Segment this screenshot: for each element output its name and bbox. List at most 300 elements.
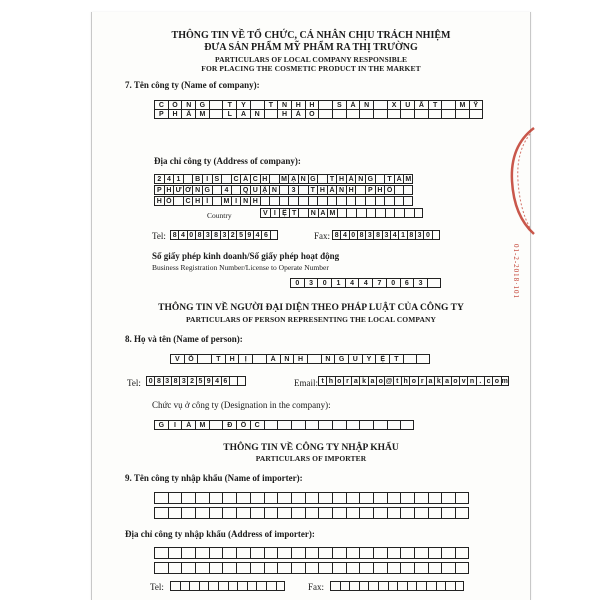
char-box[interactable] [441,109,455,119]
char-box[interactable] [414,562,428,574]
char-box[interactable]: t [393,376,401,386]
char-box[interactable] [336,196,346,206]
char-box[interactable] [427,278,441,288]
char-box[interactable] [414,492,428,504]
char-box[interactable] [428,492,442,504]
char-box[interactable] [373,562,387,574]
char-box[interactable]: Á [394,174,404,184]
company-address-row1[interactable] [154,174,413,184]
char-box[interactable] [288,196,298,206]
char-box[interactable] [236,562,250,574]
char-box[interactable]: 3 [163,376,171,386]
char-box[interactable] [181,492,195,504]
char-box[interactable]: H [346,185,356,195]
char-box[interactable] [359,581,369,591]
char-box[interactable]: H [375,185,385,195]
char-box[interactable] [373,547,387,559]
char-box[interactable] [368,581,378,591]
char-box[interactable] [346,208,356,218]
char-box[interactable] [260,196,270,206]
char-box[interactable]: À [327,185,337,195]
char-box[interactable] [264,547,278,559]
char-box[interactable] [359,492,373,504]
char-box[interactable]: N [181,100,195,110]
char-box[interactable]: 3 [288,185,298,195]
char-box[interactable] [209,420,223,430]
char-box[interactable]: H [277,109,291,119]
char-box[interactable]: 2 [154,174,164,184]
char-box[interactable] [365,196,375,206]
char-box[interactable]: X [387,100,401,110]
char-box[interactable] [222,507,236,519]
importer-fax[interactable] [330,581,464,591]
company-name-row2[interactable] [154,109,483,119]
char-box[interactable]: N [192,185,202,195]
char-box[interactable]: 3 [382,230,390,240]
char-box[interactable] [332,507,346,519]
char-box[interactable] [276,581,286,591]
char-box[interactable] [307,354,321,364]
char-box[interactable] [154,562,168,574]
char-box[interactable] [279,185,289,195]
char-box[interactable] [414,208,424,218]
company-fax[interactable] [332,230,440,240]
char-box[interactable]: 4 [345,278,359,288]
char-box[interactable]: Õ [184,354,198,364]
char-box[interactable]: N [250,109,264,119]
char-box[interactable]: C [250,174,260,184]
char-box[interactable] [373,420,387,430]
char-box[interactable]: 4 [358,278,372,288]
char-box[interactable] [400,492,414,504]
char-box[interactable] [168,547,182,559]
char-box[interactable] [168,507,182,519]
char-box[interactable]: 8 [171,376,179,386]
char-box[interactable] [407,581,417,591]
char-box[interactable] [426,581,436,591]
char-box[interactable] [378,581,388,591]
char-box[interactable] [195,507,209,519]
char-box[interactable]: H [336,174,346,184]
person-name[interactable] [170,354,430,364]
char-box[interactable]: Ố [236,420,250,430]
char-box[interactable] [394,208,404,218]
char-box[interactable]: Á [240,174,250,184]
char-box[interactable] [168,562,182,574]
char-box[interactable]: Ả [291,109,305,119]
char-box[interactable] [394,196,404,206]
country-row[interactable] [260,208,423,218]
char-box[interactable] [346,420,360,430]
char-box[interactable] [298,185,308,195]
char-box[interactable] [197,354,211,364]
char-box[interactable]: 2 [187,376,195,386]
char-box[interactable]: H [317,185,327,195]
char-box[interactable] [428,507,442,519]
char-box[interactable] [441,562,455,574]
char-box[interactable]: 8 [195,230,203,240]
char-box[interactable] [305,492,319,504]
char-box[interactable] [332,547,346,559]
char-box[interactable]: 0 [317,278,331,288]
char-box[interactable]: A [318,208,328,218]
char-box[interactable]: Ậ [260,185,270,195]
char-box[interactable] [291,420,305,430]
char-box[interactable]: T [222,100,236,110]
char-box[interactable] [318,547,332,559]
char-box[interactable]: Ệ [279,208,289,218]
person-tel[interactable] [146,376,246,386]
char-box[interactable] [387,547,401,559]
char-box[interactable] [250,492,264,504]
char-box[interactable] [209,547,223,559]
char-box[interactable] [400,507,414,519]
char-box[interactable]: 4 [212,376,220,386]
char-box[interactable]: c [484,376,492,386]
char-box[interactable] [264,507,278,519]
char-box[interactable]: 3 [415,230,423,240]
char-box[interactable]: I [168,420,182,430]
char-box[interactable] [346,562,360,574]
char-box[interactable]: 6 [221,376,229,386]
char-box[interactable]: T [264,100,278,110]
char-box[interactable]: 4 [221,185,231,195]
char-box[interactable]: S [332,100,346,110]
char-box[interactable]: n [467,376,475,386]
char-box[interactable]: 3 [365,230,373,240]
char-box[interactable]: Á [346,174,356,184]
char-box[interactable] [387,492,401,504]
char-box[interactable]: H [250,196,260,206]
char-box[interactable] [277,547,291,559]
char-box[interactable]: 5 [236,230,244,240]
char-box[interactable]: U [250,185,260,195]
char-box[interactable]: . [476,376,484,386]
char-box[interactable] [247,581,257,591]
char-box[interactable] [403,196,413,206]
char-box[interactable] [340,581,350,591]
char-box[interactable] [291,547,305,559]
char-box[interactable] [277,492,291,504]
char-box[interactable]: Q [240,185,250,195]
char-box[interactable] [277,420,291,430]
char-box[interactable] [359,420,373,430]
char-box[interactable]: 6 [261,230,269,240]
char-box[interactable]: 8 [373,230,381,240]
char-box[interactable]: H [225,354,239,364]
char-box[interactable]: Ả [346,100,360,110]
char-box[interactable]: 8 [170,230,178,240]
char-box[interactable] [359,547,373,559]
char-box[interactable] [469,109,483,119]
char-box[interactable]: H [168,109,182,119]
char-box[interactable]: 0 [187,230,195,240]
char-box[interactable]: a [426,376,434,386]
char-box[interactable]: G [202,185,212,195]
char-box[interactable]: 7 [372,278,386,288]
char-box[interactable]: M [279,174,289,184]
char-box[interactable]: 1 [398,230,406,240]
char-box[interactable]: 8 [332,230,340,240]
char-box[interactable]: 0 [146,376,154,386]
char-box[interactable]: A [236,109,250,119]
char-box[interactable]: Ỹ [469,100,483,110]
char-box[interactable] [441,492,455,504]
char-box[interactable]: 3 [179,376,187,386]
char-box[interactable] [387,507,401,519]
char-box[interactable] [355,196,365,206]
char-box[interactable]: Ẩ [181,109,195,119]
importer-address-row1[interactable] [154,547,469,559]
person-email[interactable] [318,376,509,386]
char-box[interactable] [195,492,209,504]
company-address-row2[interactable] [154,185,413,195]
company-tel[interactable] [170,230,278,240]
char-box[interactable] [346,547,360,559]
char-box[interactable]: Y [236,100,250,110]
char-box[interactable]: U [348,354,362,364]
char-box[interactable]: 9 [204,376,212,386]
char-box[interactable] [298,196,308,206]
char-box[interactable] [327,196,337,206]
char-box[interactable]: N [355,174,365,184]
char-box[interactable] [414,109,428,119]
char-box[interactable]: Đ [222,420,236,430]
char-box[interactable]: H [260,174,270,184]
char-box[interactable]: 0 [290,278,304,288]
char-box[interactable] [250,562,264,574]
char-box[interactable]: 1 [331,278,345,288]
char-box[interactable] [199,581,209,591]
char-box[interactable]: 5 [196,376,204,386]
char-box[interactable] [445,581,455,591]
char-box[interactable] [373,109,387,119]
char-box[interactable]: N [240,196,250,206]
char-box[interactable] [385,208,395,218]
char-box[interactable] [414,507,428,519]
char-box[interactable]: 8 [407,230,415,240]
char-box[interactable]: h [401,376,409,386]
char-box[interactable]: h [326,376,334,386]
char-box[interactable]: H [293,354,307,364]
char-box[interactable] [337,208,347,218]
char-box[interactable]: Ạ [288,174,298,184]
char-box[interactable] [346,109,360,119]
char-box[interactable] [428,109,442,119]
char-box[interactable] [359,507,373,519]
char-box[interactable] [154,492,168,504]
char-box[interactable] [332,109,346,119]
char-box[interactable] [264,492,278,504]
char-box[interactable]: M [195,109,209,119]
char-box[interactable] [432,230,440,240]
char-box[interactable] [218,581,228,591]
char-box[interactable]: 4 [178,230,186,240]
char-box[interactable]: T [308,185,318,195]
char-box[interactable] [403,185,413,195]
char-box[interactable]: H [192,196,202,206]
char-box[interactable] [279,196,289,206]
char-box[interactable]: o [409,376,417,386]
char-box[interactable]: a [442,376,450,386]
char-box[interactable]: Ô [168,100,182,110]
char-box[interactable]: U [400,100,414,110]
importer-name-row1[interactable] [154,492,469,504]
char-box[interactable] [209,507,223,519]
char-box[interactable]: N [308,208,318,218]
char-box[interactable] [229,376,237,386]
char-box[interactable]: C [183,196,193,206]
char-box[interactable] [237,581,247,591]
char-box[interactable] [305,507,319,519]
char-box[interactable] [305,420,319,430]
char-box[interactable]: L [222,109,236,119]
char-box[interactable]: m [501,378,508,385]
char-box[interactable] [209,562,223,574]
char-box[interactable] [317,196,327,206]
char-box[interactable]: Ờ [183,185,193,195]
char-box[interactable]: T [384,174,394,184]
char-box[interactable]: N [321,354,335,364]
char-box[interactable] [455,109,469,119]
designation[interactable] [154,420,414,430]
char-box[interactable]: o [492,376,500,386]
char-box[interactable] [318,109,332,119]
char-box[interactable]: I [202,174,212,184]
char-box[interactable] [180,581,190,591]
char-box[interactable]: T [428,100,442,110]
char-box[interactable]: N [298,174,308,184]
char-box[interactable]: T [289,208,299,218]
char-box[interactable] [270,230,278,240]
char-box[interactable]: O [305,109,319,119]
char-box[interactable] [359,109,373,119]
char-box[interactable] [455,507,469,519]
char-box[interactable]: 0 [349,230,357,240]
char-box[interactable] [366,208,376,218]
char-box[interactable]: Ư [173,185,183,195]
char-box[interactable] [291,562,305,574]
char-box[interactable] [236,547,250,559]
char-box[interactable] [305,547,319,559]
char-box[interactable] [317,174,327,184]
char-box[interactable] [308,196,318,206]
importer-address-row2[interactable] [154,562,469,574]
char-box[interactable] [212,196,222,206]
char-box[interactable]: 3 [304,278,318,288]
char-box[interactable]: G [195,100,209,110]
char-box[interactable] [436,581,446,591]
char-box[interactable]: B [192,174,202,184]
license-number[interactable] [290,278,441,288]
char-box[interactable] [222,547,236,559]
char-box[interactable] [181,562,195,574]
char-box[interactable] [394,185,404,195]
char-box[interactable]: o [451,376,459,386]
char-box[interactable]: 2 [228,230,236,240]
char-box[interactable] [208,581,218,591]
char-box[interactable]: T [327,174,337,184]
char-box[interactable]: M [327,208,337,218]
char-box[interactable]: V [170,354,184,364]
char-box[interactable]: a [351,376,359,386]
char-box[interactable]: T [389,354,403,364]
char-box[interactable]: o [335,376,343,386]
char-box[interactable] [154,507,168,519]
char-box[interactable]: C [231,174,241,184]
char-box[interactable]: M [405,176,412,183]
char-box[interactable] [237,376,245,386]
char-box[interactable]: H [305,100,319,110]
char-box[interactable]: T [211,354,225,364]
char-box[interactable] [266,581,276,591]
char-box[interactable] [416,354,430,364]
char-box[interactable]: 0 [386,278,400,288]
char-box[interactable]: C [154,100,168,110]
char-box[interactable] [209,109,223,119]
char-box[interactable] [373,507,387,519]
importer-tel[interactable] [170,581,285,591]
char-box[interactable]: Í [202,196,212,206]
char-box[interactable]: 8 [211,230,219,240]
char-box[interactable] [298,208,308,218]
char-box[interactable]: r [343,376,351,386]
char-box[interactable] [375,208,385,218]
char-box[interactable] [356,208,366,218]
char-box[interactable] [455,492,469,504]
char-box[interactable]: 3 [203,230,211,240]
char-box[interactable] [221,174,231,184]
char-box[interactable] [404,208,414,218]
char-box[interactable] [414,547,428,559]
char-box[interactable]: H [164,185,174,195]
char-box[interactable] [189,581,199,591]
char-box[interactable]: Ệ [375,354,389,364]
char-box[interactable] [428,547,442,559]
char-box[interactable] [349,581,359,591]
char-box[interactable] [154,547,168,559]
char-box[interactable]: N [359,100,373,110]
char-box[interactable] [305,562,319,574]
char-box[interactable]: a [368,376,376,386]
char-box[interactable] [455,562,469,574]
char-box[interactable]: N [277,100,291,110]
char-box[interactable]: C [250,420,264,430]
char-box[interactable] [252,354,266,364]
char-box[interactable] [441,507,455,519]
char-box[interactable]: P [365,185,375,195]
char-box[interactable] [264,420,278,430]
char-box[interactable] [375,196,385,206]
char-box[interactable]: 6 [400,278,414,288]
importer-name-row2[interactable] [154,507,469,519]
char-box[interactable]: V [260,208,270,218]
char-box[interactable]: 3 [220,230,228,240]
char-box[interactable]: N [336,185,346,195]
char-box[interactable] [318,492,332,504]
char-box[interactable] [183,174,193,184]
char-box[interactable] [400,109,414,119]
char-box[interactable]: 4 [253,230,261,240]
char-box[interactable]: @ [385,378,393,385]
char-box[interactable] [168,492,182,504]
char-box[interactable]: G [308,174,318,184]
char-box[interactable]: 0 [423,230,431,240]
char-box[interactable] [291,507,305,519]
char-box[interactable] [384,196,394,206]
char-box[interactable]: G [365,174,375,184]
char-box[interactable] [264,109,278,119]
